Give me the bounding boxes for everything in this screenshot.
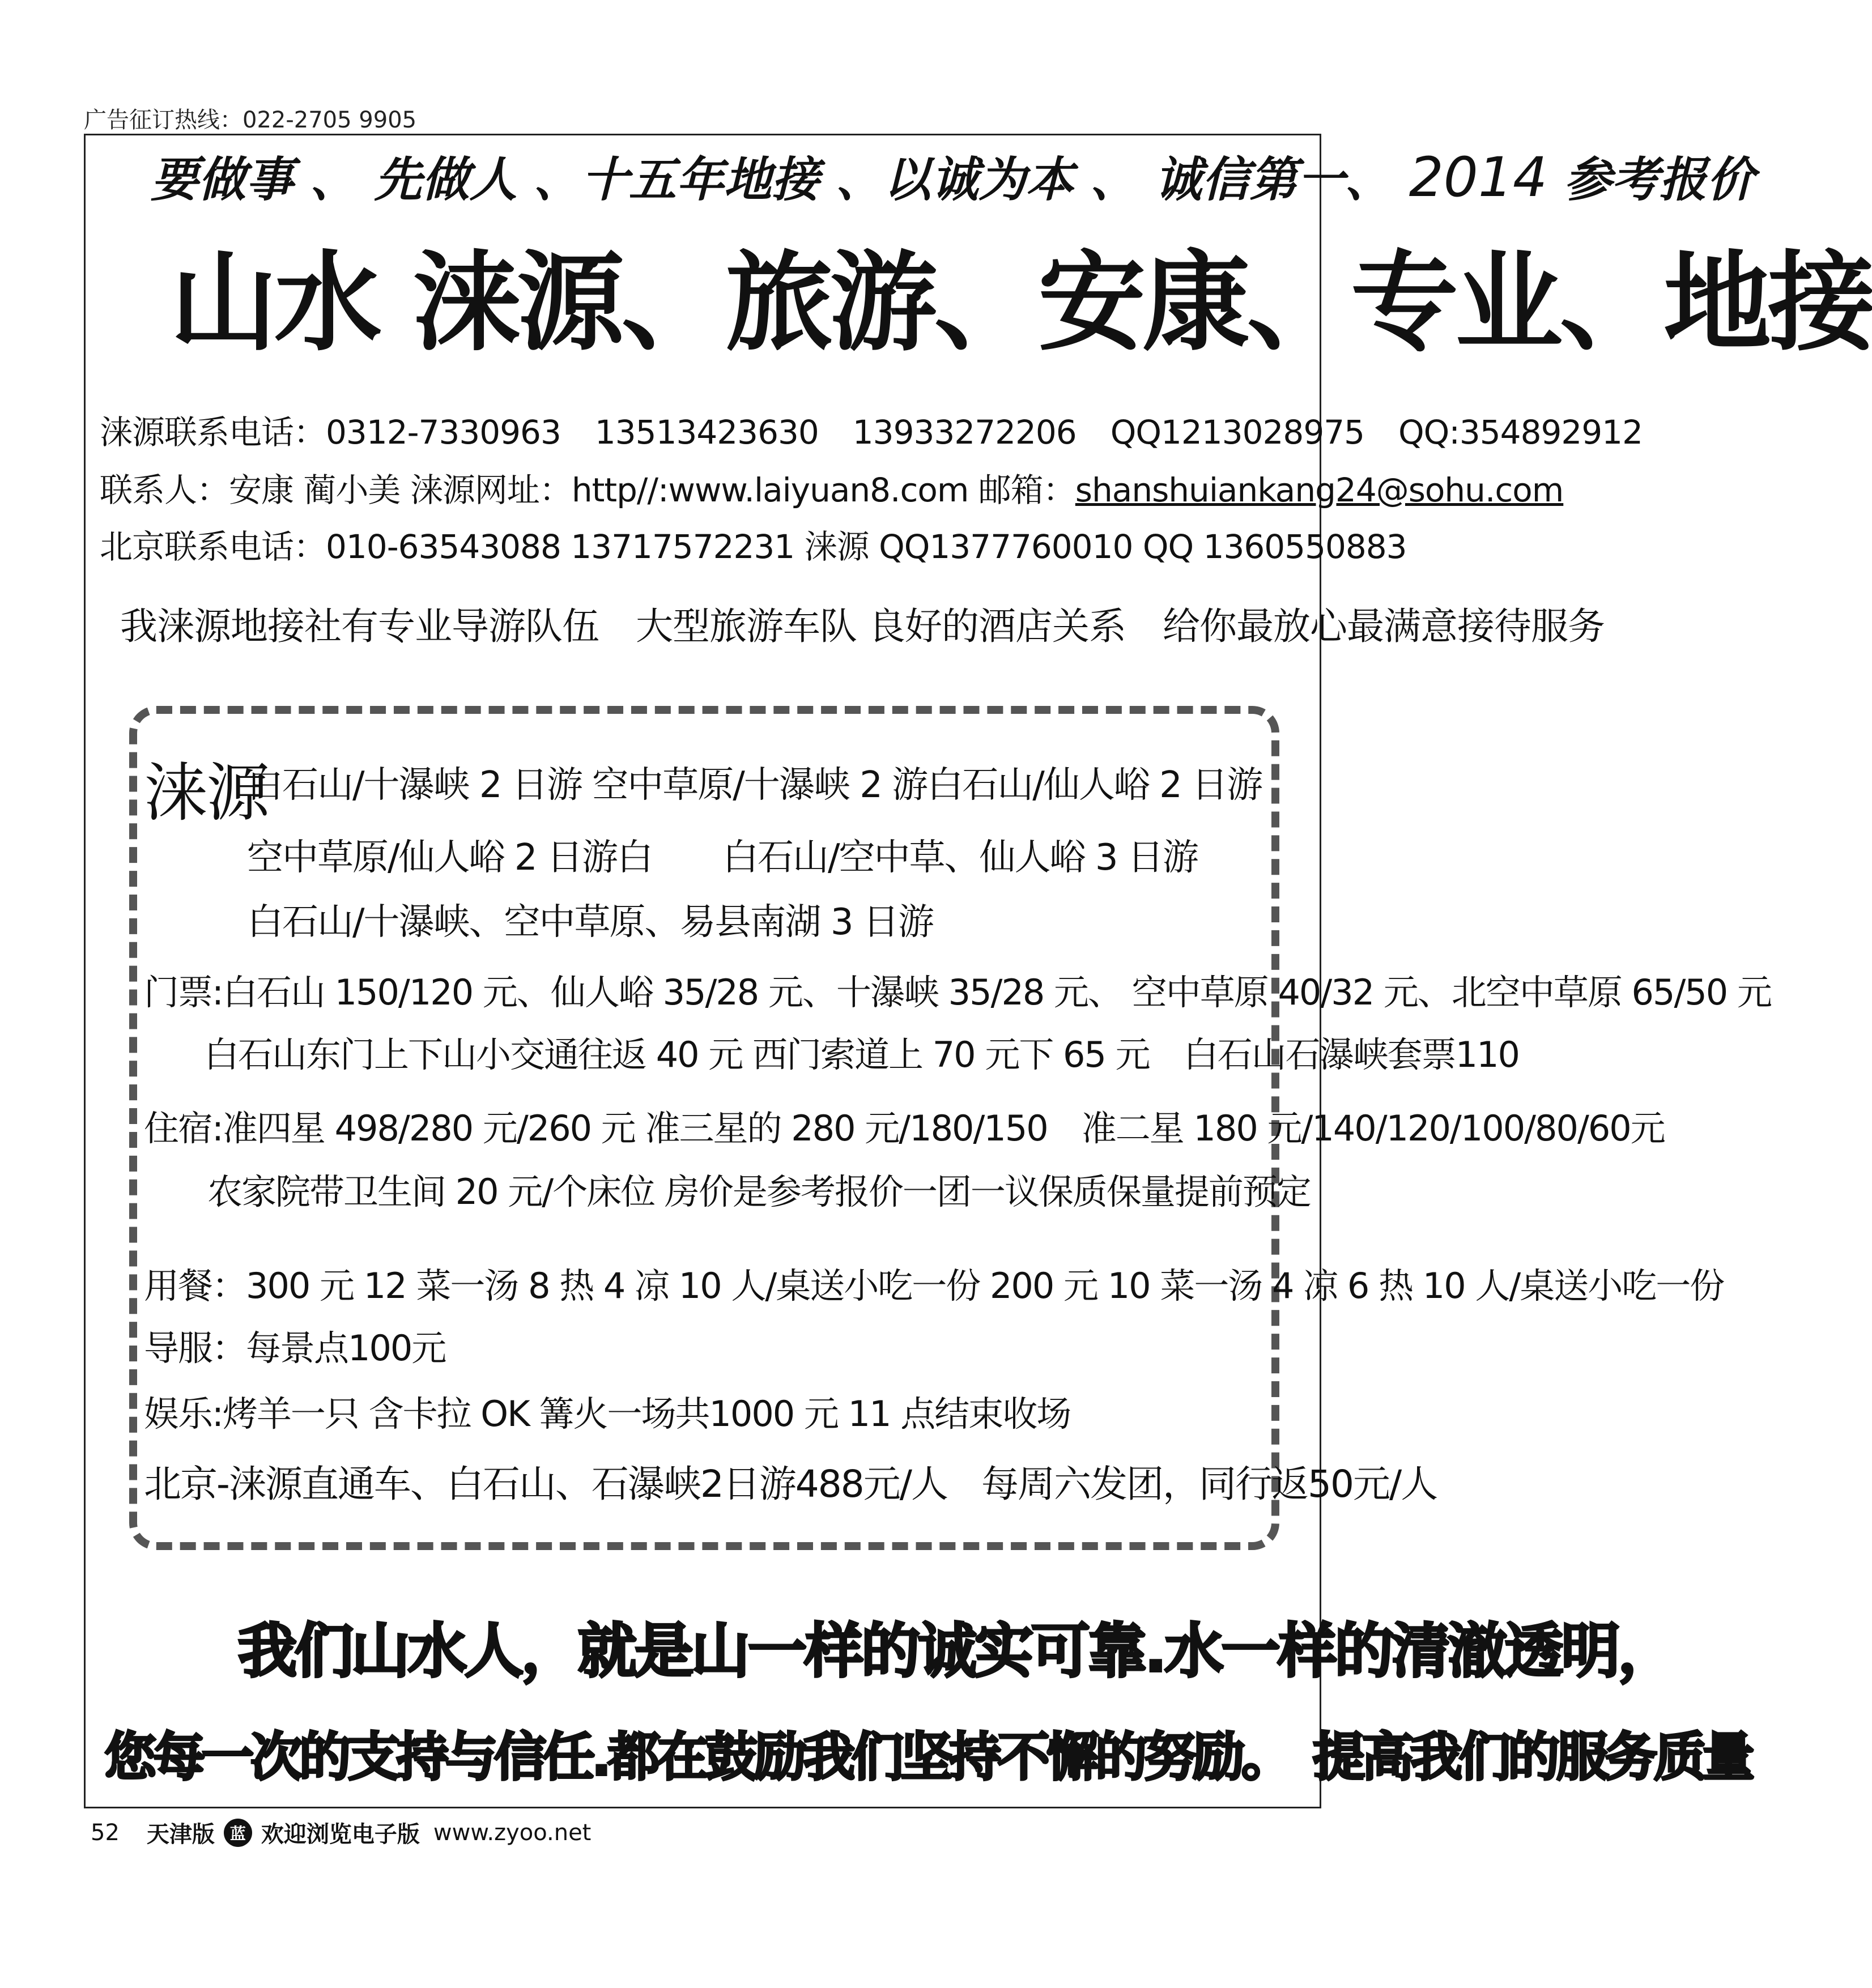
tour-line-3: 白石山/十瀑峡、空中草原、易县南湖 3 日游 <box>247 901 933 943</box>
motto-line-1: 我们山水人，就是山一样的诚实可靠.水一样的清澈透明， <box>238 1616 1675 1685</box>
contact-person-text: 联系人：安康 蔺小美 涞源网址：http//:www.laiyuan8.com 邮箱： <box>100 471 1075 509</box>
motto-line-2-tail: 提高我们的服务质量 <box>1312 1727 1751 1787</box>
edition-label: 天津版 <box>146 1821 215 1847</box>
laiyuan-contact-label: 涞源联系电话： <box>100 413 326 452</box>
tour-line-1: 白石山/十瀑峡 2 日游 空中草原/十瀑峡 2 游白石山/仙人峪 2 日游 <box>247 764 1262 806</box>
slogan <box>151 142 1755 227</box>
headline: 山水 涞源、旅游、安康、专业、地接 <box>170 240 1872 365</box>
email-link[interactable]: shanshuiankang24@sohu.com <box>1075 471 1564 509</box>
services-statement: 我涞源地接社有专业导游队伍 大型旅游车队 良好的酒店关系 给你最放心最满意接待服务 <box>120 605 1605 648</box>
tickets-line-1: 门票:白石山 150/120 元、仙人峪 35/28 元、十瀑峡 35/28 元、 空中草原 40/32 元、北空中草原 65/50 元 <box>144 972 1771 1013</box>
beijing-contact-line: 北京联系电话：010-63543088 13717572231 涞源 QQ1377760010 QQ 1360550883 <box>100 527 1407 566</box>
laiyuan-qq-2: QQ:354892912 <box>1398 413 1643 452</box>
guide-line: 导服：每景点100元 <box>144 1327 446 1369</box>
page-number: 52 <box>91 1819 120 1846</box>
tickets-line-2: 白石山东门上下山小交通往返 40 元 西门索道上 70 元下 65 元 白石山石瀑峡套票110 <box>204 1034 1519 1075</box>
motto-line-2-text: 您每一次的支持与信任.都在鼓励我们坚持不懈的努励。 <box>104 1727 1290 1787</box>
entertainment-line: 娱乐:烤羊一只 含卡拉 OK 篝火一场共1000 元 11 点结束收场 <box>144 1393 1071 1434</box>
tour-brand: 涞源 <box>144 756 269 830</box>
tour-line-2: 空中草原/仙人峪 2 日游白 白石山/空中草、仙人峪 3 日游 <box>247 837 1198 879</box>
slogan-tail: 参考报价 <box>1564 151 1755 207</box>
bus-line <box>144 1454 1437 1508</box>
motto-line-2 <box>104 1715 1751 1790</box>
slogan-text: 要做事 、 先做人 、十五年地接 、以诚为本 、 诚信第一、 <box>151 151 1393 207</box>
bus-line-text: 北京-涞源直通车、白石山、石瀑峡2日游488元/人 <box>144 1462 948 1506</box>
lodging-line-2: 农家院带卫生间 20 元/个床位 房价是参考报价一团一议保质保量提前预定 <box>207 1171 1311 1212</box>
lodging-line-1: 住宿:准四星 498/280 元/260 元 准三星的 280 元/180/150 准二星 180 元/140/120/100/80/60元 <box>144 1108 1665 1149</box>
bus-line-tail: 每周六发团，同行返50元/人 <box>981 1462 1437 1506</box>
laiyuan-phone-2: 13513423630 <box>594 413 819 452</box>
ad-hotline: 广告征订热线：022-2705 9905 <box>84 107 417 133</box>
laiyuan-contact-line <box>100 406 1643 453</box>
publisher-logo-icon: 蓝 <box>224 1819 252 1847</box>
laiyuan-phone-3: 13933272206 <box>852 413 1077 452</box>
page-footer <box>91 1816 591 1849</box>
laiyuan-qq-1: QQ1213028975 <box>1110 413 1365 452</box>
laiyuan-phone-1: 0312-7330963 <box>326 413 561 452</box>
meals-line: 用餐：300 元 12 菜一汤 8 热 4 凉 10 人/桌送小吃一份 200 元 10 菜一汤 4 凉 6 热 10 人/桌送小吃一份 <box>144 1265 1724 1306</box>
welcome-text: 欢迎浏览电子版 <box>261 1821 420 1847</box>
footer-url[interactable]: www.zyoo.net <box>433 1819 592 1846</box>
slogan-year: 2014 <box>1409 146 1548 209</box>
contact-person-line <box>100 463 1563 511</box>
